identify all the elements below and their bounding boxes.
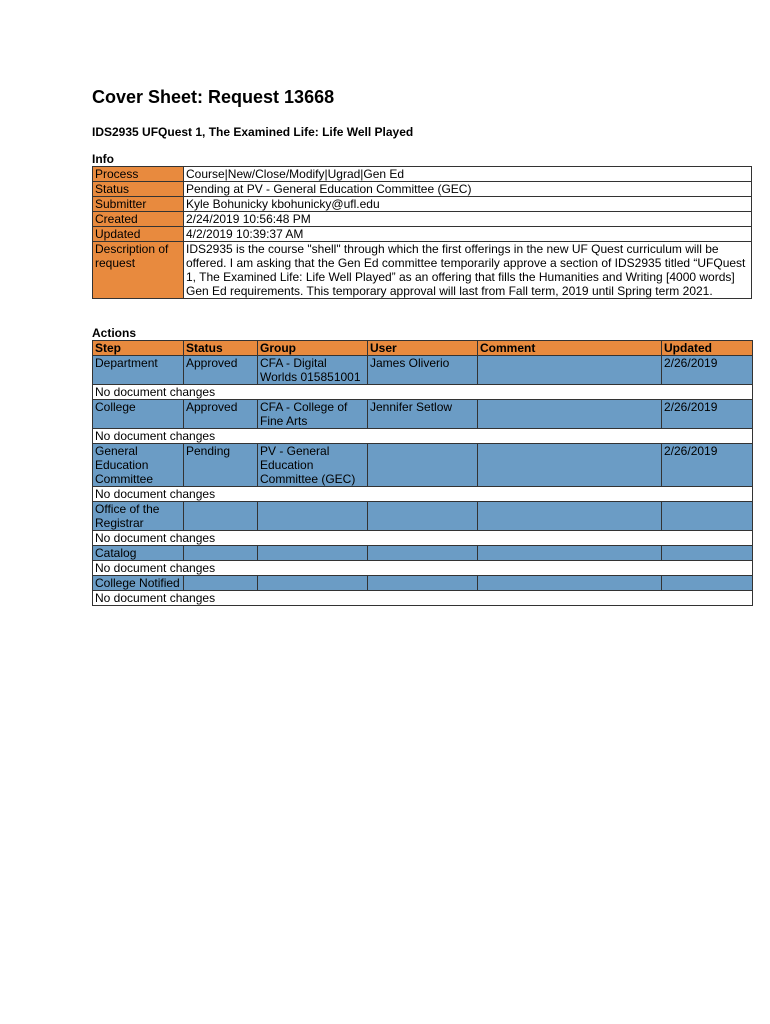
action-cell xyxy=(478,502,662,531)
action-cell: Office of the Registrar xyxy=(93,502,184,531)
document-changes-note: No document changes xyxy=(93,487,753,502)
action-cell xyxy=(478,576,662,591)
action-row xyxy=(93,444,753,487)
info-row xyxy=(93,242,752,299)
action-cell: Pending xyxy=(184,444,258,487)
actions-header-cell: Step xyxy=(93,341,184,356)
info-label: Description of request xyxy=(93,242,184,299)
action-cell xyxy=(184,576,258,591)
info-row xyxy=(93,167,752,182)
action-row xyxy=(93,546,753,561)
actions-header-cell: Group xyxy=(258,341,368,356)
action-note-row xyxy=(93,487,753,502)
action-cell xyxy=(258,576,368,591)
action-cell: Catalog xyxy=(93,546,184,561)
action-note-row xyxy=(93,385,753,400)
actions-header-cell: Status xyxy=(184,341,258,356)
info-table xyxy=(92,166,752,299)
actions-heading: Actions xyxy=(92,326,137,340)
action-row xyxy=(93,356,753,385)
course-subtitle: IDS2935 UFQuest 1, The Examined Life: Life Well Played xyxy=(92,125,414,139)
action-cell: Approved xyxy=(184,356,258,385)
action-cell: Approved xyxy=(184,400,258,429)
action-cell: CFA - Digital Worlds 015851001 xyxy=(258,356,368,385)
actions-header-row xyxy=(93,341,753,356)
info-value: 4/2/2019 10:39:37 AM xyxy=(184,227,752,242)
action-note-row xyxy=(93,561,753,576)
action-cell: CFA - College of Fine Arts xyxy=(258,400,368,429)
action-cell: 2/26/2019 xyxy=(662,400,753,429)
info-label: Process xyxy=(93,167,184,182)
info-row xyxy=(93,197,752,212)
action-cell xyxy=(184,502,258,531)
action-row xyxy=(93,400,753,429)
cover-sheet xyxy=(92,86,752,606)
action-cell xyxy=(368,444,478,487)
info-row xyxy=(93,227,752,242)
action-cell xyxy=(478,444,662,487)
document-changes-note: No document changes xyxy=(93,591,753,606)
info-heading: Info xyxy=(92,152,114,166)
action-cell xyxy=(662,576,753,591)
action-cell xyxy=(368,576,478,591)
info-label: Updated xyxy=(93,227,184,242)
page-title: Cover Sheet: Request 13668 xyxy=(92,87,335,107)
action-cell xyxy=(368,546,478,561)
action-note-row xyxy=(93,591,753,606)
action-cell xyxy=(662,546,753,561)
actions-table xyxy=(92,340,753,606)
actions-header-cell: Updated xyxy=(662,341,753,356)
info-label: Created xyxy=(93,212,184,227)
info-label: Status xyxy=(93,182,184,197)
actions-header-cell: Comment xyxy=(478,341,662,356)
actions-header-cell: User xyxy=(368,341,478,356)
action-cell: 2/26/2019 xyxy=(662,356,753,385)
action-cell xyxy=(662,502,753,531)
action-cell xyxy=(478,546,662,561)
action-note-row xyxy=(93,531,753,546)
document-changes-note: No document changes xyxy=(93,385,753,400)
action-cell: Jennifer Setlow xyxy=(368,400,478,429)
action-row xyxy=(93,576,753,591)
info-row xyxy=(93,212,752,227)
document-changes-note: No document changes xyxy=(93,531,753,546)
action-cell: James Oliverio xyxy=(368,356,478,385)
action-cell xyxy=(368,502,478,531)
document-changes-note: No document changes xyxy=(93,561,753,576)
action-cell: General Education Committee xyxy=(93,444,184,487)
info-row xyxy=(93,182,752,197)
action-cell: College xyxy=(93,400,184,429)
action-cell xyxy=(258,546,368,561)
action-cell xyxy=(478,400,662,429)
info-value: Course|New/Close/Modify|Ugrad|Gen Ed xyxy=(184,167,752,182)
action-cell xyxy=(184,546,258,561)
info-value: 2/24/2019 10:56:48 PM xyxy=(184,212,752,227)
action-row xyxy=(93,502,753,531)
info-value: Pending at PV - General Education Committee (GEC) xyxy=(184,182,752,197)
action-cell: PV - General Education Committee (GEC) xyxy=(258,444,368,487)
action-cell: 2/26/2019 xyxy=(662,444,753,487)
action-cell: Department xyxy=(93,356,184,385)
info-value: IDS2935 is the course "shell" through which the first offerings in the new UF Quest curriculum will be offered. I am asking that the Gen Ed committee temporarily approve a section of IDS2935 titled “UFQuest 1, The Examined Life: Life Well Played” as an offering that fills the Humanities and Writing [4000 words] Gen Ed requirements. This temporary approval will last from Fall term, 2019 until Spring term 2021. xyxy=(184,242,752,299)
info-label: Submitter xyxy=(93,197,184,212)
info-value: Kyle Bohunicky kbohunicky@ufl.edu xyxy=(184,197,752,212)
action-cell xyxy=(258,502,368,531)
action-cell: College Notified xyxy=(93,576,184,591)
action-note-row xyxy=(93,429,753,444)
action-cell xyxy=(478,356,662,385)
document-changes-note: No document changes xyxy=(93,429,753,444)
